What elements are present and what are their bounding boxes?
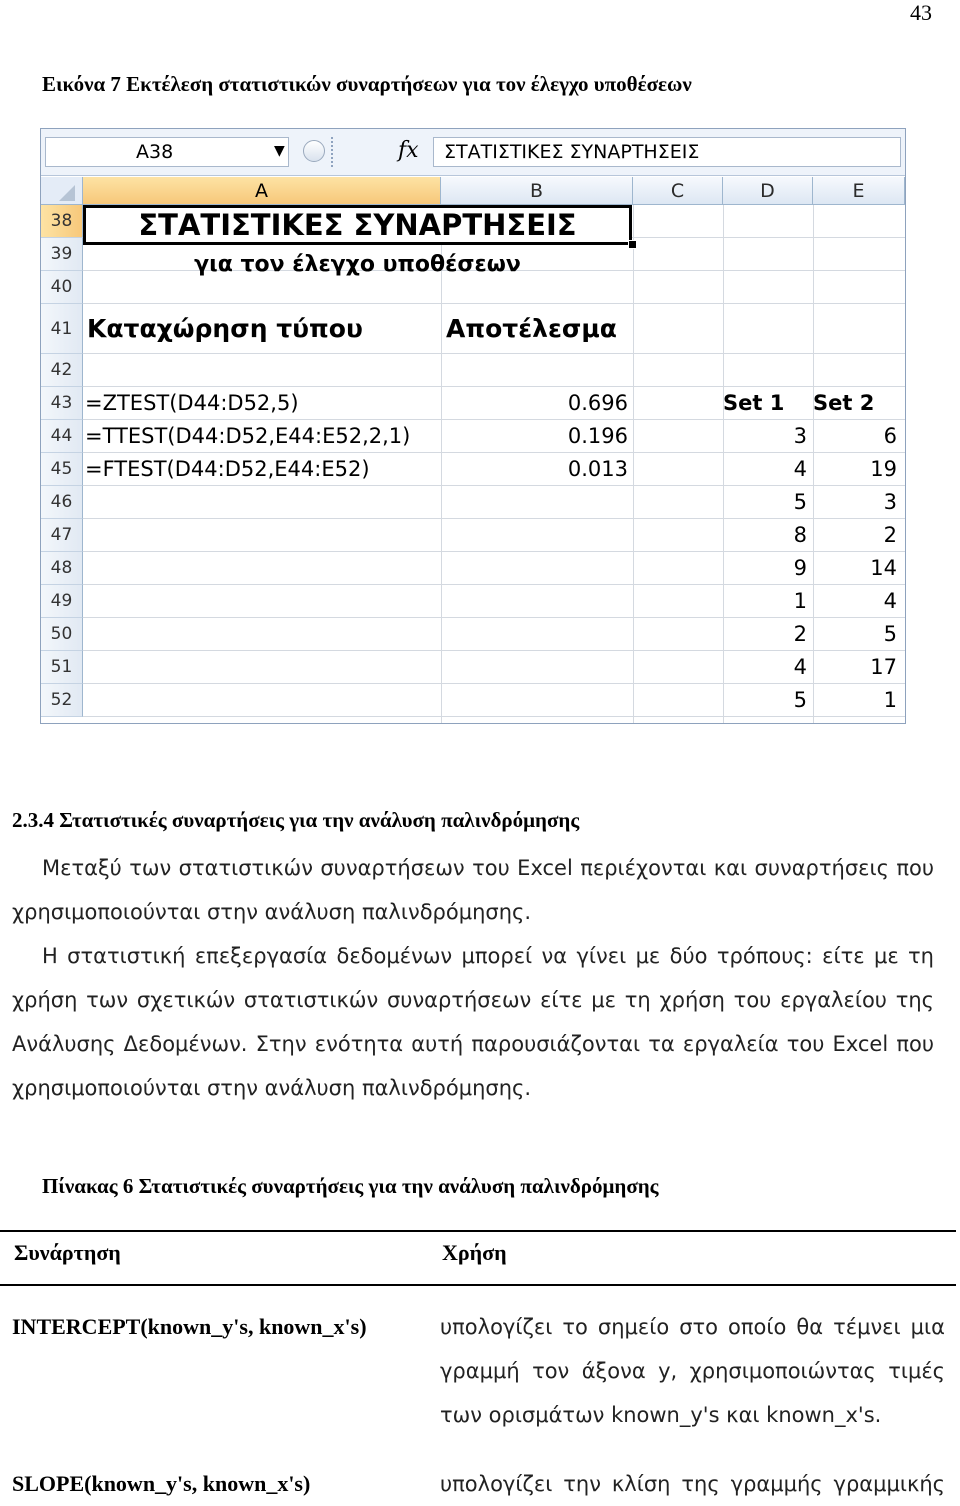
sheet-row <box>41 420 905 453</box>
result-cell[interactable]: 0.013 <box>567 457 628 481</box>
set1-value-cell[interactable]: 4 <box>793 457 807 481</box>
row-header[interactable]: 47 <box>41 519 83 552</box>
row-header[interactable]: 42 <box>41 354 83 387</box>
set2-value-cell[interactable]: 2 <box>883 523 897 547</box>
column-headers <box>41 177 905 205</box>
sheet-row <box>41 453 905 486</box>
page-number: 43 <box>910 0 932 25</box>
row-header[interactable]: 38 <box>41 205 83 238</box>
subtitle-cell[interactable]: για τον έλεγχο υποθέσεων <box>194 252 521 277</box>
set2-value-cell[interactable]: 17 <box>870 655 897 679</box>
result-cell[interactable]: 0.696 <box>567 391 628 415</box>
set1-value-cell[interactable]: 3 <box>793 424 807 448</box>
result-cell[interactable]: 0.196 <box>567 424 628 448</box>
column-header-c[interactable]: C <box>633 177 723 205</box>
section-heading: 2.3.4 Στατιστικές συναρτήσεις για την ανάλυση παλινδρόμησης <box>12 808 580 832</box>
title-cell-selected[interactable]: ΣΤΑΤΙΣΤΙΚΕΣ ΣΥΝΑΡΤΗΣΕΙΣ <box>83 205 632 245</box>
row-header[interactable]: 49 <box>41 585 83 618</box>
sheet-row <box>41 585 905 618</box>
column-header-e[interactable]: E <box>813 177 905 205</box>
row-header[interactable]: 39 <box>41 238 83 271</box>
function-usage: υπολογίζει την κλίση της γραμμής γραμμικής <box>440 1472 945 1496</box>
sheet-row <box>41 552 905 585</box>
insert-function-icon[interactable]: fx <box>398 138 419 163</box>
table-header-rule <box>0 1284 956 1286</box>
row-header[interactable]: 46 <box>41 486 83 519</box>
column-header-function: Συνάρτηση <box>14 1240 121 1265</box>
row-header[interactable]: 43 <box>41 387 83 420</box>
sheet-row <box>41 304 905 354</box>
set1-value-cell[interactable]: 1 <box>793 589 807 613</box>
column-header-d[interactable]: D <box>723 177 813 205</box>
row-header[interactable]: 44 <box>41 420 83 453</box>
sheet-row <box>41 519 905 552</box>
formula-bar-toggle-icon[interactable] <box>303 140 325 162</box>
set2-value-cell[interactable]: 1 <box>883 688 897 712</box>
function-name: SLOPE(known_y's, known_x's) <box>12 1471 311 1496</box>
set1-value-cell[interactable]: 5 <box>793 688 807 712</box>
header-entry-cell[interactable]: Καταχώρηση τύπου <box>87 314 363 343</box>
table-top-rule <box>0 1230 956 1232</box>
spreadsheet-screenshot <box>40 128 906 724</box>
sheet-row <box>41 387 905 420</box>
figure-caption: Εικόνα 7 Εκτέλεση στατιστικών συναρτήσεων για τον έλεγχο υποθέσεων <box>42 72 692 96</box>
formula-input[interactable]: ΣΤΑΤΙΣΤΙΚΕΣ ΣΥΝΑΡΤΗΣΕΙΣ <box>433 137 901 167</box>
sheet-row <box>41 684 905 717</box>
column-header-a[interactable]: A <box>83 177 441 205</box>
set1-value-cell[interactable]: 8 <box>793 523 807 547</box>
set2-value-cell[interactable]: 3 <box>883 490 897 514</box>
row-header[interactable]: 51 <box>41 651 83 684</box>
paragraph-text: Μεταξύ των στατιστικών συναρτήσεων του Excel περιέχονται και συναρτήσεις που χρησιμοποιούνται στην ανάλυση παλινδρόμησης. <box>12 856 934 924</box>
row-header[interactable]: 50 <box>41 618 83 651</box>
function-usage: υπολογίζει το σημείο στο οποίο θα τέμνει μια γραμμή τον άξονα y, χρησιμοποιώντας τιμές των ορισμάτων known_y's και known_x's. <box>440 1315 945 1427</box>
table-caption: Πίνακας 6 Στατιστικές συναρτήσεις για την ανάλυση παλινδρόμησης <box>42 1174 659 1198</box>
set2-value-cell[interactable]: 14 <box>870 556 897 580</box>
set2-value-cell[interactable]: 19 <box>870 457 897 481</box>
column-header-usage: Χρήση <box>442 1240 507 1265</box>
set1-value-cell[interactable]: 9 <box>793 556 807 580</box>
row-header[interactable]: 40 <box>41 271 83 304</box>
function-name: INTERCEPT(known_y's, known_x's) <box>12 1314 367 1339</box>
chevron-down-icon[interactable]: ▼ <box>274 143 285 159</box>
name-box[interactable]: A38 <box>45 137 289 167</box>
row-header[interactable]: 52 <box>41 684 83 717</box>
set1-header-cell[interactable]: Set 1 <box>723 391 785 415</box>
paragraph-text: Η στατιστική επεξεργασία δεδομένων μπορεί να γίνει με δύο τρόπους: είτε με τη χρήση των σχετικών στατιστικών συναρτήσεων είτε με τη χρήση του εργαλείου της Ανάλυσης Δεδομένων. Στην ενότητα αυτή παρουσιάζονται τα εργαλεία του Excel που χρησιμοποιούνται στην ανάλυση παλινδρόμησης. <box>12 944 934 1100</box>
set1-value-cell[interactable]: 2 <box>793 622 807 646</box>
row-header[interactable]: 45 <box>41 453 83 486</box>
select-all-button[interactable] <box>41 177 83 205</box>
formula-bar <box>41 129 905 176</box>
paragraph <box>12 846 934 934</box>
formula-cell[interactable]: =FTEST(D44:D52,E44:E52) <box>85 457 370 481</box>
formula-cell[interactable]: =TTEST(D44:D52,E44:E52,2,1) <box>85 424 411 448</box>
set1-value-cell[interactable]: 5 <box>793 490 807 514</box>
set2-value-cell[interactable]: 6 <box>883 424 897 448</box>
paragraph <box>12 934 934 1110</box>
row-header[interactable]: 41 <box>41 304 83 354</box>
set1-value-cell[interactable]: 4 <box>793 655 807 679</box>
header-result-cell[interactable]: Αποτέλεσμα <box>446 314 617 343</box>
set2-value-cell[interactable]: 4 <box>883 589 897 613</box>
column-header-b[interactable]: B <box>441 177 633 205</box>
sheet-row <box>41 354 905 387</box>
set2-value-cell[interactable]: 5 <box>883 622 897 646</box>
sheet-row <box>41 651 905 684</box>
row-header[interactable]: 48 <box>41 552 83 585</box>
sheet-row <box>41 486 905 519</box>
formula-cell[interactable]: =ZTEST(D44:D52,5) <box>85 391 299 415</box>
resize-handle[interactable] <box>331 137 341 167</box>
set2-header-cell[interactable]: Set 2 <box>813 391 875 415</box>
sheet-row <box>41 618 905 651</box>
